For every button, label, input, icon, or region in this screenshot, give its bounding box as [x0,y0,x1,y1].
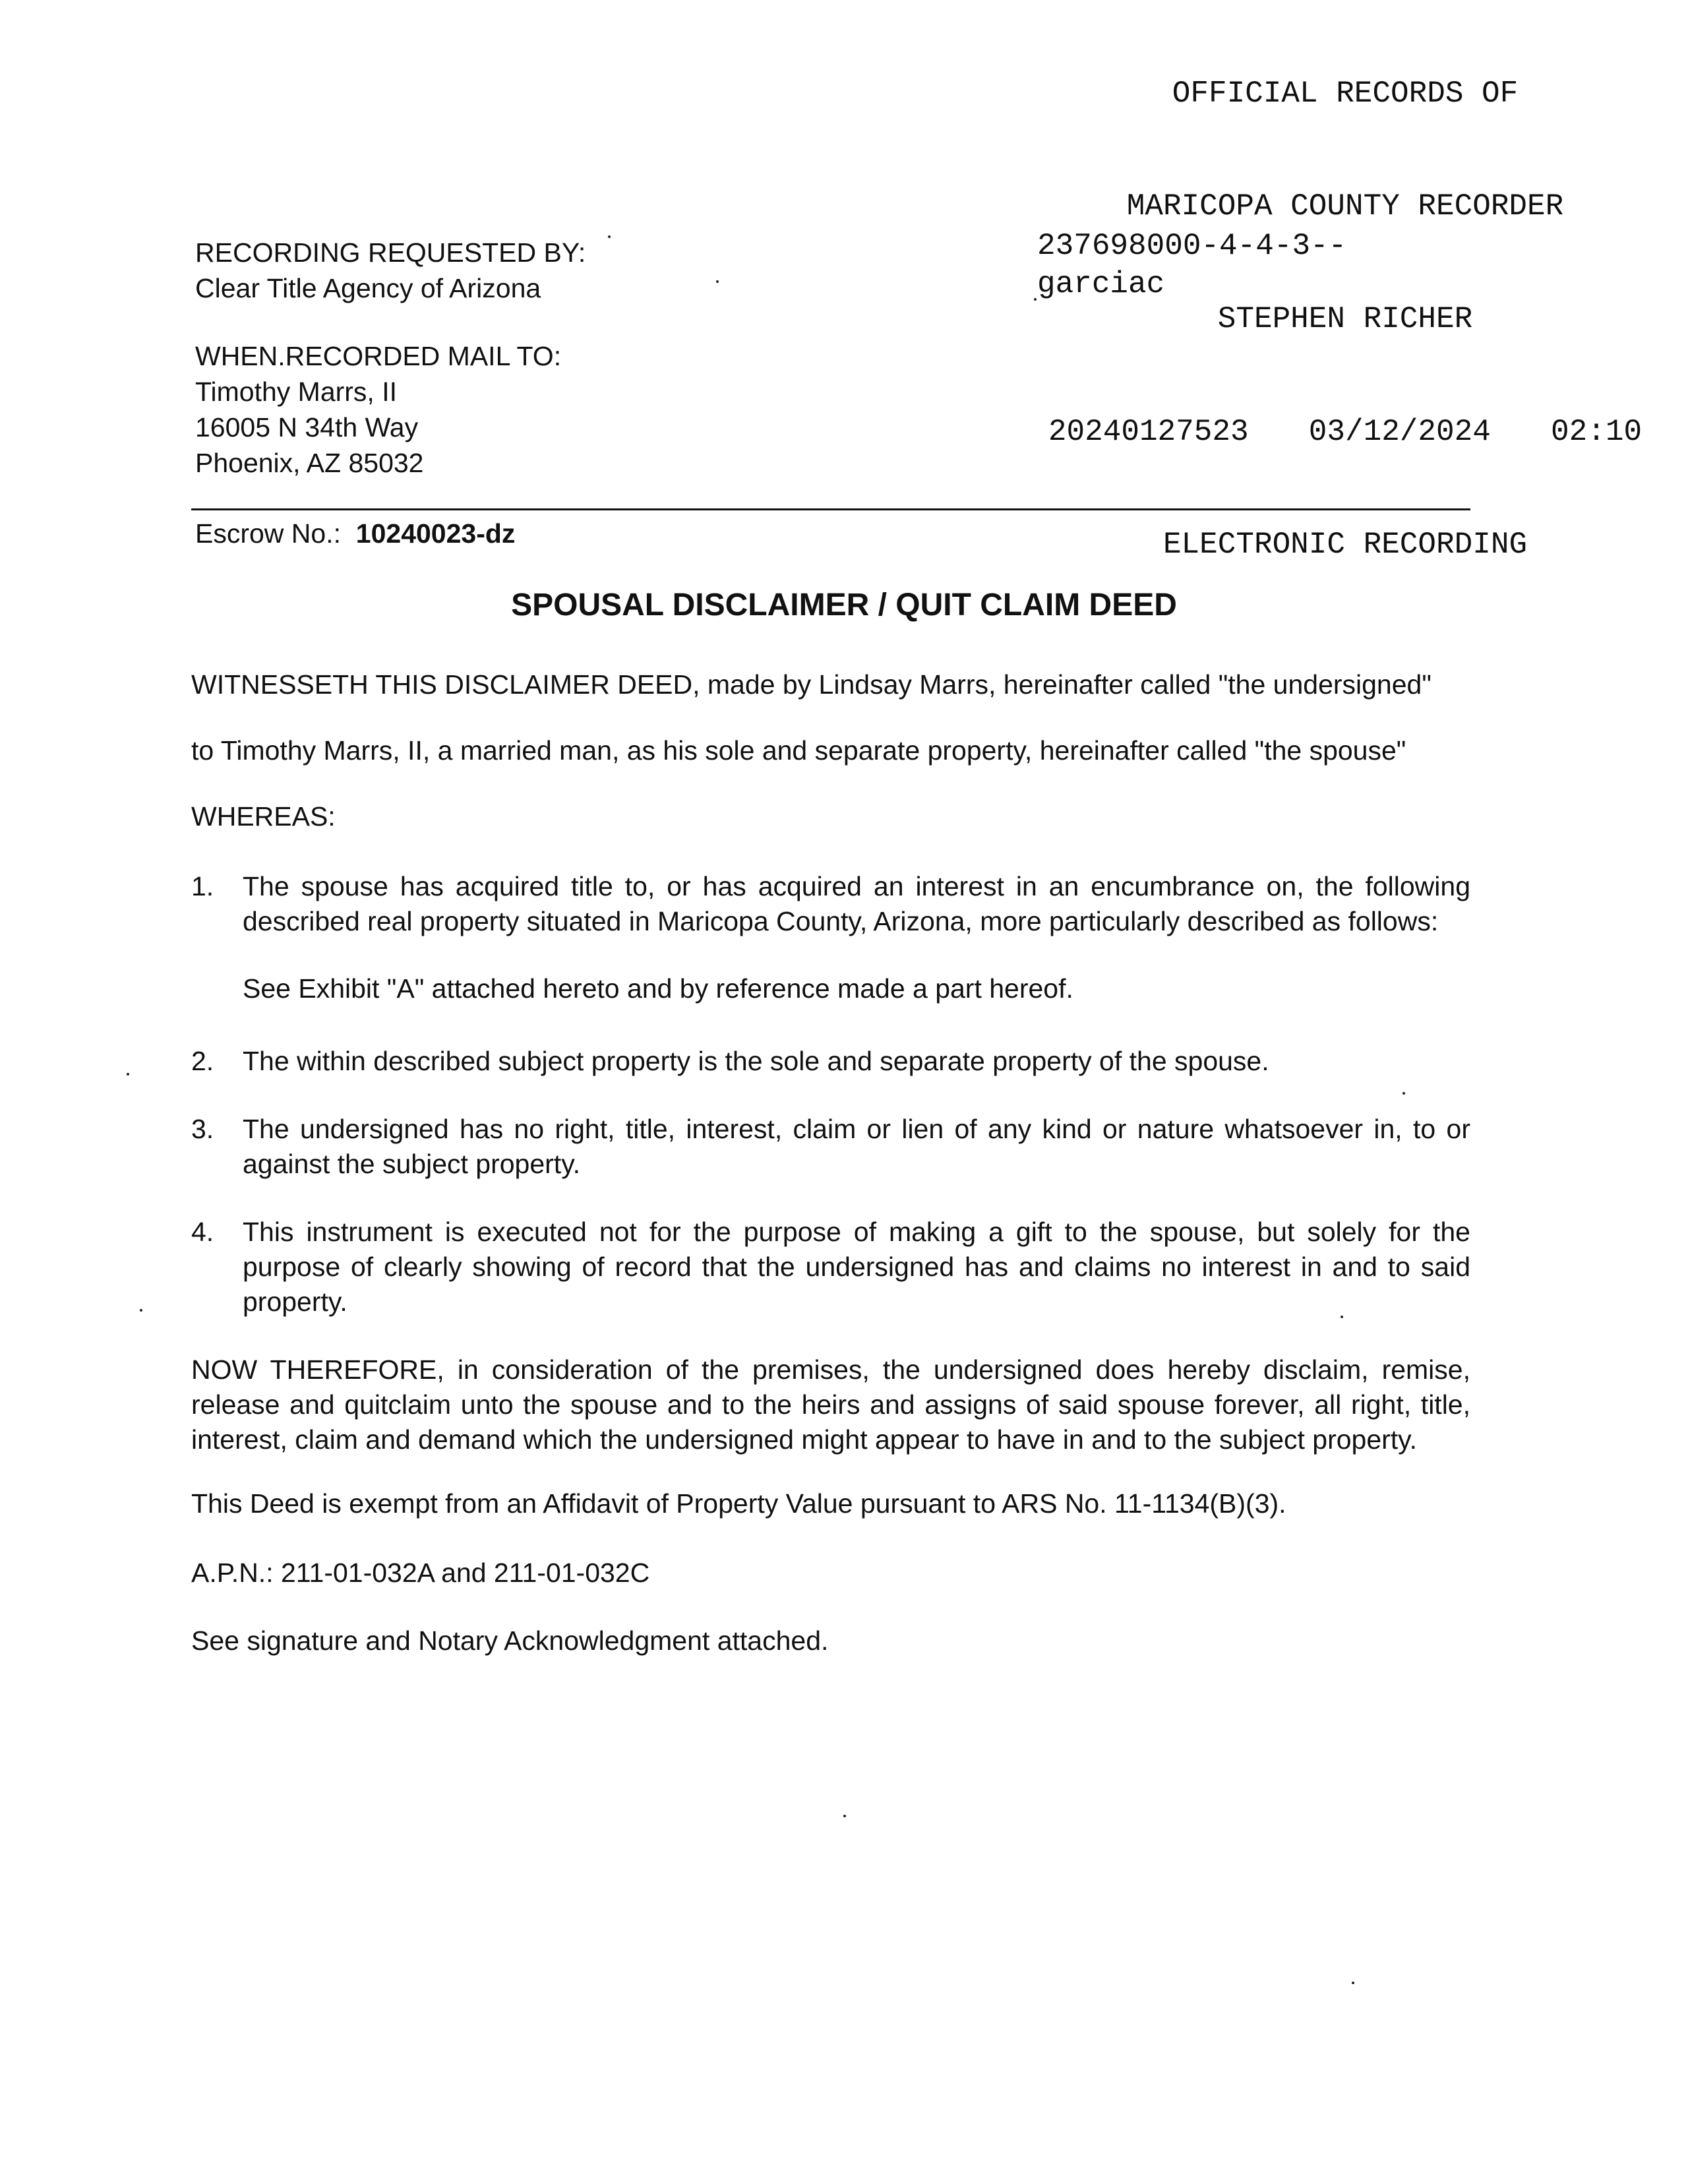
item-text: The spouse has acquired title to, or has acquired an interest in an encumbrance on, the following described real property situated in Maricopa County, Arizona, more particularly described as follows: [243,871,1470,936]
recording-requested-label: RECORDING REQUESTED BY: [195,237,586,268]
scan-speck [843,1815,846,1817]
escrow-number: 10240023-dz [355,518,516,549]
item-number: 1. [191,871,214,901]
whereas-item-3 [191,1112,1470,1182]
reference-code: 237698000-4-4-3-- [1037,229,1347,263]
reference-user: garciac [1037,267,1165,301]
escrow-line [195,516,515,551]
escrow-label: Escrow No.: [195,518,341,549]
stamp-line-official-records: OFFICIAL RECORDS OF [1172,76,1519,111]
mail-to-city: Phoenix, AZ 85032 [195,448,424,478]
recording-requested-agency: Clear Title Agency of Arizona [195,273,541,303]
scan-speck [608,235,611,238]
scan-speck [1341,1316,1343,1318]
to-spouse-paragraph: to Timothy Marrs, II, a married man, as his sole and separate property, hereinafter called "the spouse" [191,735,1406,766]
stamp-line-record-number-date: 20240127523 03/12/2024 02:10 [1048,415,1643,449]
item-text: This instrument is executed not for the purpose of making a gift to the spouse, but solely for the purpose of clearly showing of record that the undersigned has and claims no interest in and to said property. [243,1217,1470,1317]
scan-speck [1352,1982,1354,1984]
scan-speck [127,1073,129,1076]
mail-to-block [195,338,561,481]
scan-speck [1402,1092,1405,1095]
item-text: The within described subject property is the sole and separate property of the spouse. [243,1046,1269,1076]
stamp-line-electronic-recording: ELECTRONIC RECORDING [1162,528,1528,562]
whereas-item-4 [191,1215,1470,1320]
mail-to-label: WHEN.RECORDED MAIL TO: [195,341,562,371]
scan-speck [1034,298,1037,301]
scan-speck [140,1309,142,1312]
now-therefore-paragraph: NOW THEREFORE, in consideration of the premises, the undersigned does hereby disclaim, remise, release and quitclaim unto the spouse and to the heirs and assigns of said spouse forever, all right, title, interest, claim and demand which the undersigned might appear to have in and to the subject property. [191,1354,1470,1455]
signature-note: See signature and Notary Acknowledgment attached. [191,1625,829,1656]
whereas-item-1 [191,869,1470,939]
witnesseth-paragraph: WITNESSETH THIS DISCLAIMER DEED, made by Lindsay Marrs, hereinafter called "the undersigned" [191,669,1432,700]
exhibit-note: See Exhibit "A" attached hereto and by reference made a part hereof. [243,973,1073,1004]
mail-to-name: Timothy Marrs, II [195,377,397,407]
exempt-note: This Deed is exempt from an Affidavit of Property Value pursuant to ARS No. 11-1134(B)(3). [191,1488,1286,1519]
item-text: The undersigned has no right, title, interest, claim or lien of any kind or nature whatsoever in, to or against the subject property. [243,1114,1470,1179]
mail-to-street: 16005 N 34th Way [195,412,419,442]
stamp-line-county-recorder: MARICOPA COUNTY RECORDER [1126,189,1564,224]
document-title: SPOUSAL DISCLAIMER / QUIT CLAIM DEED [511,588,1177,622]
stamp-line-recorder-name: STEPHEN RICHER [1217,302,1473,336]
item-number: 4. [191,1217,214,1247]
scan-speck [716,280,719,283]
reference-block [1037,227,1346,303]
header-divider [191,508,1470,510]
whereas-heading: WHEREAS: [191,801,336,832]
whereas-item-2 [191,1044,1470,1079]
recording-requested-block [195,235,586,306]
item-number: 2. [191,1046,214,1076]
item-number: 3. [191,1114,214,1144]
apn-line: A.P.N.: 211-01-032A and 211-01-032C [191,1558,650,1588]
